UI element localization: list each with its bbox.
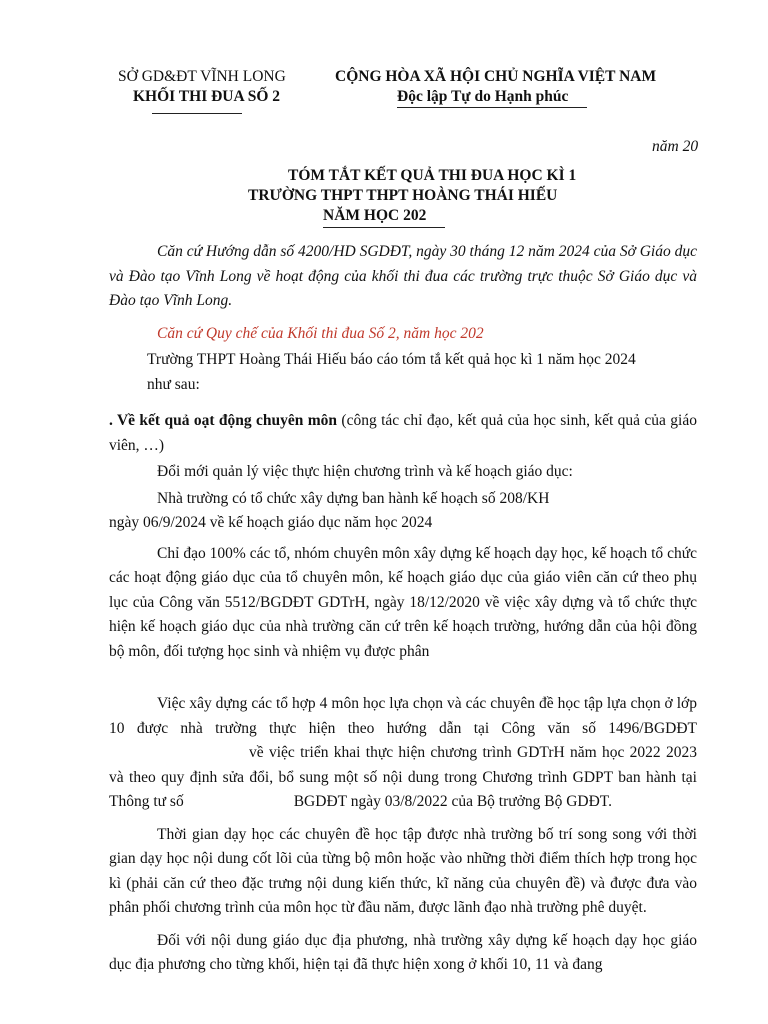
subject-combination-part-c: BGDĐT ngày 03/8/2022 của Bộ trưởng Bộ GDĐT. (293, 793, 612, 810)
document-date: năm 20 (652, 138, 699, 155)
local-education-paragraph: Đối với nội dung giáo dục địa phương, nhà trường xây dựng kế hoạch dạy học giáo dục địa phương cho từng khối, hiện tại đã thực hiện xong ở khối 10, 11 và đang (109, 931, 697, 973)
section-heading (109, 409, 697, 458)
subject-combination-part-b: về việc triển khai thực hiện chương trình GDTrH năm học 2022 2023 và theo quy định sửa đổi, bổ sung một số nội dung trong Chương trình GDPT ban hành tại Thông tư số (109, 744, 697, 810)
national-title: CỘNG HÒA XÃ HỘI CHỦ NGHĨA VIỆT NAM (335, 68, 657, 85)
intro-paragraph-line2: như sau: (147, 375, 200, 393)
left-header-underline (152, 113, 242, 114)
intro-paragraph-line1 (109, 348, 697, 373)
section-heading-rest: (công tác chỉ đạo, kết quả của học sinh, kết quả của giáo viên, …) (109, 412, 697, 454)
management-paragraph: Đổi mới quản lý việc thực hiện chương trình và kế hoạch giáo dục: (157, 463, 573, 480)
department-name: SỞ GD&ĐT VĨNH LONG (118, 68, 286, 85)
subject-combination-part-a: Việc xây dựng các tổ hợp 4 môn học lựa chọn và các chuyên đề học tập lựa chọn ở lớp 10 được nhà trường thực hiện theo hướng dẫn tại Công văn số 1496/BGDĐT (109, 695, 697, 737)
report-title: TÓM TẮT KẾT QUẢ THI ĐUA HỌC KÌ 1 (288, 167, 577, 184)
direction-paragraph: Chỉ đạo 100% các tổ, nhóm chuyên môn xây dựng kế hoạch dạy học, kế hoạch tổ chức các hoạt động giáo dục của tổ chuyên môn, kế hoạch giáo dục của giáo viên căn cứ theo phụ lục của Công văn 5512/BGDĐT GDTrH, ngày 18/12/2020 về việc xây dựng và tổ chức thực hiện kế hoạch giáo dục của nhà trường căn cứ trên kế hoạch trường, hướng dẫn của hội đồng bộ môn, đối tượng học sinh và nhiệm vụ được phân (109, 544, 697, 660)
national-motto: Độc lập Tự do Hạnh phúc (397, 88, 569, 105)
plan-paragraph-line2: ngày 06/9/2024 về kế hoạch giáo dục năm học 2024 (109, 514, 433, 531)
school-name: TRƯỜNG THPT THPT HOÀNG THÁI HIẾU (248, 187, 558, 204)
intro-text-1: Trường THPT Hoàng Thái Hiếu báo cáo tóm tắ kết quả học kì 1 năm học 2024 (147, 351, 636, 368)
motto-underline (397, 107, 587, 108)
legal-basis-paragraph: Căn cứ Hướng dẫn số 4200/HD SGDĐT, ngày 30 tháng 12 năm 2024 của Sở Giáo dục và Đào tạo Vĩnh Long về hoạt động của khối thi đua các trường trực thuộc Sở Giáo dục và Đào tạo Vĩnh Long. (109, 243, 697, 309)
competition-block-name: KHỐI THI ĐUA SỐ 2 (133, 88, 281, 105)
section-heading-bold: . Về kết quả oạt động chuyên môn (109, 412, 338, 429)
title-underline (323, 227, 445, 228)
regulation-basis-paragraph: Căn cứ Quy chế của Khối thi đua Số 2, năm học 202 (157, 324, 484, 342)
schedule-paragraph: Thời gian dạy học các chuyên đề học tập được nhà trường bố trí song song với thời gian dạy học nội dung cốt lõi của từng bộ môn hoặc vào những thời điểm thích hợp trong học kì (phải căn cứ theo đặc trưng nội dung kiến thức, kĩ năng của chuyên đề) và được đưa vào phân phối chương trình của môn học từ đầu năm, được lãnh đạo nhà trường phê duyệt. (109, 825, 697, 916)
plan-paragraph-line1: Nhà trường có tổ chức xây dựng ban hành kế hoạch số 208/KH (157, 489, 550, 507)
school-year: NĂM HỌC 202 (323, 207, 427, 224)
subject-combination-paragraph (109, 692, 697, 815)
document-body (109, 240, 697, 978)
